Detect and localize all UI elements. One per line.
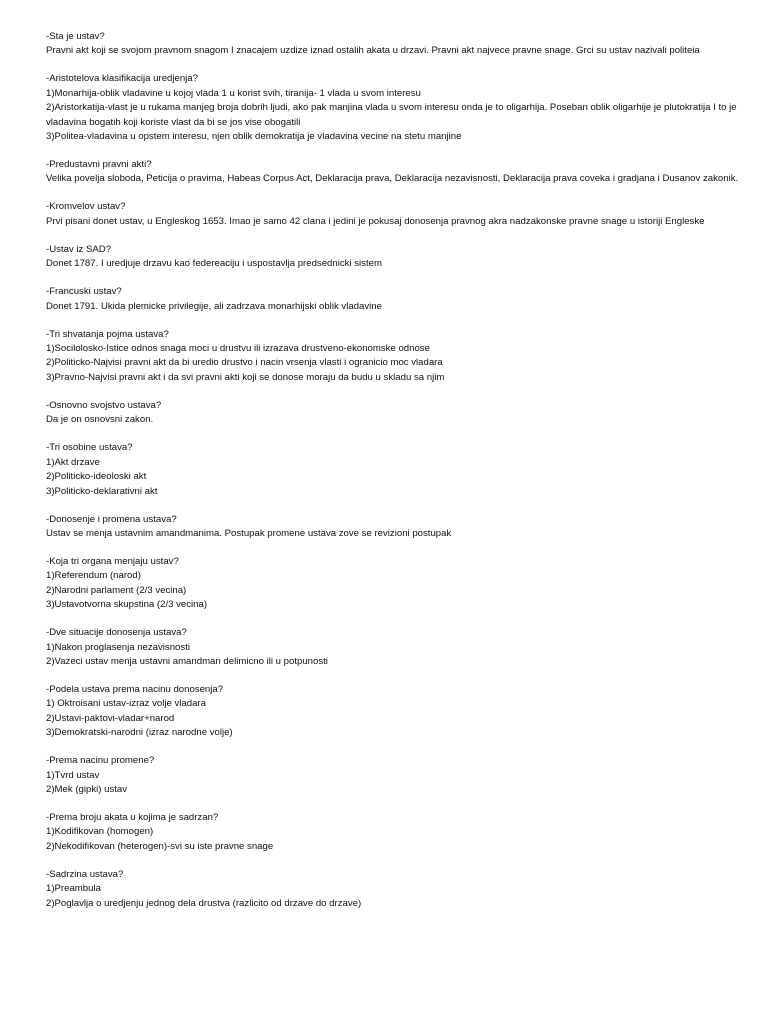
answer-line: 2)Vazeci ustav menja ustavni amandman delimicno ili u potpunosti	[46, 655, 328, 667]
qa-block-nacin-promene	[46, 754, 752, 797]
question-heading: -Dve situacije donosenja ustava?	[46, 627, 187, 639]
answer-line: Velika povelja sloboda, Peticija o pravima, Habeas Corpus Act, Deklaracija prava, Deklaracija nezavisnosti, Deklaracija prava coveka i gradjana i Dusanov zakonik.	[46, 173, 739, 185]
answer-line: 2)Nekodifikovan (heterogen)-svi su iste pravne snage	[46, 840, 274, 852]
answer-line: 1)Akt drzave	[46, 456, 100, 468]
question-heading: -Kromvelov ustav?	[46, 201, 126, 213]
answer-line: 1)Monarhija-oblik vladavine u kojoj vlada 1 u korist svih, tiranija- 1 vlada u svom interesu	[46, 87, 421, 99]
question-heading: -Sadrzina ustava?	[46, 868, 124, 880]
qa-block-broj-akata	[46, 811, 752, 854]
qa-block-osnovno-svojstvo	[46, 399, 752, 428]
answer-line: Donet 1791. Ukida plemicke privilegije, ali zadrzava monarhijski oblik vladavine	[46, 300, 382, 312]
qa-block-ustav-sad	[46, 243, 752, 272]
answer-line: 1)Nakon proglasenja nezavisnosti	[46, 641, 190, 653]
document-page	[46, 30, 752, 925]
question-heading: -Francuski ustav?	[46, 286, 122, 298]
answer-line: 1)Tvrd ustav	[46, 769, 100, 781]
answer-line: Da je on osnovsni zakon.	[46, 414, 154, 426]
answer-line: 1)Referendum (narod)	[46, 570, 141, 582]
question-heading: -Osnovno svojstvo ustava?	[46, 399, 162, 411]
answer-line: 3)Ustavotvorna skupstina (2/3 vecina)	[46, 599, 208, 611]
question-heading: -Podela ustava prema nacinu donosenja?	[46, 683, 224, 695]
answer-line: 2)Politicko-Najvisi pravni akt da bi uredio drustvo i nacin vrsenja vlasti i ogranicio moc vladara	[46, 357, 443, 369]
answer-line: 3)Politicko-deklarativni akt	[46, 485, 158, 497]
question-heading: -Aristotelova klasifikacija uredjenja?	[46, 73, 198, 85]
question-heading: -Prema broju akata u kojima je sadrzan?	[46, 811, 219, 823]
answer-line: 2)Ustavi-paktovi-vladar+narod	[46, 712, 175, 724]
qa-block-sadrzina	[46, 868, 752, 911]
answer-line: 2)Mek (gipki) ustav	[46, 783, 128, 795]
qa-block-donosenje-promena	[46, 513, 752, 542]
qa-block-tri-osobine	[46, 441, 752, 499]
answer-line: 2)Aristorkatija-vlast je u rukama manjeg broja dobrih ljudi, ako pak manjina vlada u svom interesu onda je to oligarhija. Poseban oblik oligarhije je plutokratija I to je vladavina bogatih koji koriste vlast da bi se jos vise obogatili	[46, 102, 737, 128]
answer-line: 1)Kodifikovan (homogen)	[46, 826, 154, 838]
answer-line: 3)Demokratski-narodni (izraz narodne volje)	[46, 727, 233, 739]
question-heading: -Tri shvatanja pojma ustava?	[46, 328, 169, 340]
answer-line: 2)Narodni parlament (2/3 vecina)	[46, 584, 187, 596]
question-heading: -Predustavni pravni akti?	[46, 159, 152, 171]
answer-line: 2)Politicko-ideoloski akt	[46, 471, 147, 483]
qa-block-aristotelova-klasifikacija	[46, 72, 752, 144]
question-heading: -Donosenje i promena ustava?	[46, 513, 177, 525]
qa-block-predustavni-akti	[46, 158, 752, 187]
question-heading: -Koja tri organa menjaju ustav?	[46, 555, 179, 567]
qa-block-tri-organa	[46, 555, 752, 613]
answer-line: 2)Poglavlja o uredjenju jednog dela drustva (razlicito od drzave do drzave)	[46, 897, 362, 909]
qa-block-dve-situacije	[46, 626, 752, 669]
qa-block-tri-shvatanja	[46, 328, 752, 386]
answer-line: 1)Preambula	[46, 883, 101, 895]
question-heading: -Sta je ustav?	[46, 31, 105, 42]
answer-line: 3)Pravno-Najvisi pravni akt i da svi pravni akti koji se donose moraju da budu u skladu sa njim	[46, 371, 445, 383]
qa-block-sta-je-ustav	[46, 30, 752, 59]
question-heading: -Ustav iz SAD?	[46, 243, 112, 255]
qa-block-francuski-ustav	[46, 285, 752, 314]
answer-line: 1) Oktroisani ustav-izraz volje vladara	[46, 698, 206, 710]
answer-line: Pravni akt koji se svojom pravnom snagom I znacajem uzdize iznad ostalih akata u drzavi. Pravni akt najvece pravne snage. Grci su ustav nazivali politeia	[46, 45, 700, 57]
answer-line: 1)Socilolosko-Istice odnos snaga moci u drustvu ili izrazava drustveno-ekonomske odnose	[46, 343, 430, 355]
answer-line: Ustav se menja ustavnim amandmanima. Postupak promene ustava zove se revizioni postupak	[46, 527, 452, 539]
question-heading: -Tri osobine ustava?	[46, 442, 133, 454]
answer-line: Donet 1787. I uredjuje drzavu kao federeaciju i uspostavlja predsednicki sistem	[46, 258, 382, 270]
qa-block-podela-nacin-donosenja	[46, 683, 752, 741]
qa-block-kromvelov-ustav	[46, 200, 752, 229]
question-heading: -Prema nacinu promene?	[46, 755, 155, 767]
answer-line: Prvi pisani donet ustav, u Engleskog 1653. Imao je samo 42 clana i jedini je pokusaj donosenja pravnog akra nadzakonske pravne snage u istoriji Engleske	[46, 215, 705, 227]
answer-line: 3)Politea-vladavina u opstem interesu, njen oblik demokratija je vladavina vecine na stetu manjine	[46, 131, 462, 143]
